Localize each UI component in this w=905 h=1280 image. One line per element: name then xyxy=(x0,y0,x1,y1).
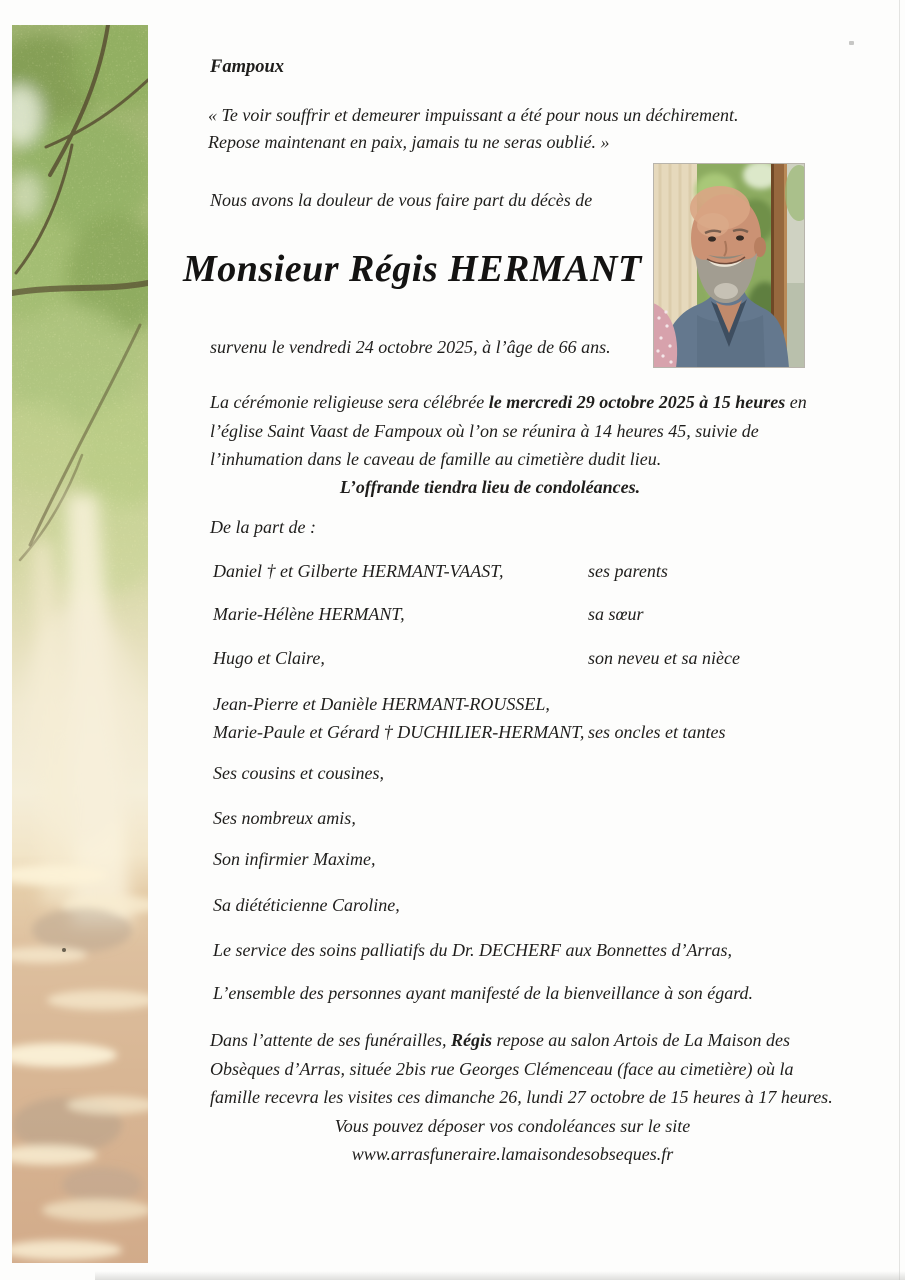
death-date-line: survenu le vendredi 24 octobre 2025, à l’âge de 66 ans. xyxy=(210,337,611,357)
condolences-site-line: Vous pouvez déposer vos condoléances sur le site xyxy=(334,1116,691,1136)
ceremony-paragraph xyxy=(210,388,842,474)
family-member-cousins: Ses cousins et cousines, xyxy=(213,763,384,783)
family-member-uncles-line2: Marie-Paule et Gérard † DUCHILIER-HERMANT, xyxy=(213,722,585,742)
scan-bottom-shadow xyxy=(95,1271,905,1280)
forest-path-image xyxy=(12,25,148,1263)
epitaph-quote-line1: « Te voir souffrir et demeurer impuissant a été pour nous un déchirement. xyxy=(208,105,739,125)
offering-notice: L’offrande tiendra lieu de condoléances. xyxy=(339,477,641,497)
closing-text-end: repose au salon Artois de La Maison des Obsèques d’Arras, située 2bis rue Georges Clémenceau (face au cimetière) où la famille recevra les visites ces dimanche 26, lundi 27 octobre de 15 heures à 17 heures. xyxy=(210,1030,833,1107)
family-member-dietician: Sa diététicienne Caroline, xyxy=(213,895,400,915)
closing-paragraph xyxy=(210,1026,842,1112)
relation-label-parents: ses parents xyxy=(588,561,668,581)
family-member-nurse: Son infirmier Maxime, xyxy=(213,849,376,869)
closing-text-start: Dans l’attente de ses funérailles, xyxy=(210,1030,451,1050)
scan-edge-line xyxy=(899,0,900,1280)
family-member-friends: Ses nombreux amis, xyxy=(213,808,356,828)
closing-firstname-bold: Régis xyxy=(450,1030,492,1050)
relation-label-uncles: ses oncles et tantes xyxy=(588,722,726,742)
intro-line: Nous avons la douleur de vous faire part du décès de xyxy=(210,190,593,210)
relation-label-sister: sa sœur xyxy=(588,604,644,624)
family-member-sister: Marie-Hélène HERMANT, xyxy=(213,604,405,624)
website-url: www.arrasfuneraire.lamaisondesobseques.fr xyxy=(351,1143,674,1164)
scan-speck xyxy=(849,41,854,45)
portrait-photo xyxy=(653,163,805,368)
ceremony-datetime-bold: le mercredi 29 octobre 2025 à 15 heures xyxy=(488,392,786,412)
from-label: De la part de : xyxy=(210,517,316,537)
family-member-wellwishers: L’ensemble des personnes ayant manifesté de la bienveillance à son égard. xyxy=(213,983,754,1003)
city-line: Fampoux xyxy=(210,57,285,77)
relation-label-nephew-niece: son neveu et sa nièce xyxy=(588,648,740,668)
deceased-name: Monsieur Régis HERMANT xyxy=(183,248,642,290)
family-member-parents: Daniel † et Gilberte HERMANT-VAAST, xyxy=(213,561,504,581)
ceremony-text-start: La cérémonie religieuse sera célébrée xyxy=(210,392,489,412)
decorative-forest-strip xyxy=(12,25,148,1263)
condolences-site-block xyxy=(210,1113,815,1168)
family-member-nephew-niece: Hugo et Claire, xyxy=(213,648,325,668)
ceremony-text-end: en l’église Saint Vaast de Fampoux où l’on se réunira à 14 heures 45, suivie de l’inhumation dans le caveau de famille au cimetière dudit lieu. xyxy=(210,392,807,469)
epitaph-quote-line2: Repose maintenant en paix, jamais tu ne seras oublié. » xyxy=(208,132,610,152)
deceased-portrait-image xyxy=(653,163,805,368)
family-member-uncles-line1: Jean-Pierre et Danièle HERMANT-ROUSSEL, xyxy=(213,694,550,714)
family-member-palliative-care: Le service des soins palliatifs du Dr. DECHERF aux Bonnettes d’Arras, xyxy=(213,940,732,960)
